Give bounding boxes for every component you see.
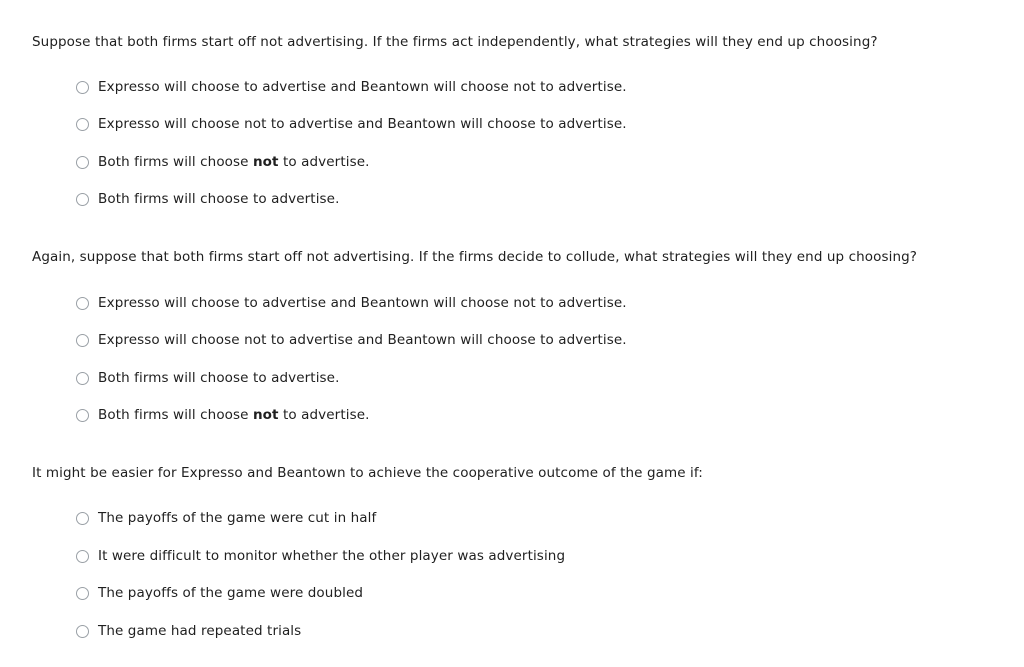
question-3-option-3[interactable] <box>76 583 363 603</box>
radio-button-icon[interactable] <box>76 587 89 600</box>
question-1-option-2[interactable] <box>76 114 627 134</box>
radio-button-icon[interactable] <box>76 409 89 422</box>
option-label: Expresso will choose to advertise and Beantown will choose not to advertise. <box>98 295 627 311</box>
question-3-prompt: It might be easier for Expresso and Beantown to achieve the cooperative outcome of the game if: <box>32 465 703 481</box>
option-label: Both firms will choose to advertise. <box>98 370 340 386</box>
radio-button-icon[interactable] <box>76 81 89 94</box>
question-2-option-2[interactable] <box>76 330 627 350</box>
question-1-option-4[interactable] <box>76 189 339 209</box>
radio-button-icon[interactable] <box>76 334 89 347</box>
option-label: Both firms will choose not to advertise. <box>98 407 370 423</box>
radio-button-icon[interactable] <box>76 297 89 310</box>
radio-button-icon[interactable] <box>76 372 89 385</box>
question-3-option-2[interactable] <box>76 546 565 566</box>
option-label: It were difficult to monitor whether the other player was advertising <box>98 548 566 564</box>
question-2-option-3[interactable] <box>76 368 339 388</box>
question-1-option-3[interactable] <box>76 152 370 172</box>
radio-button-icon[interactable] <box>76 550 89 563</box>
question-1-option-1[interactable] <box>76 77 627 97</box>
question-2-prompt: Again, suppose that both firms start off not advertising. If the firms decide to collude, what strategies will they end up choosing? <box>32 249 918 265</box>
question-3-option-4[interactable] <box>76 621 301 641</box>
radio-button-icon[interactable] <box>76 118 89 131</box>
question-2-option-4[interactable] <box>76 405 370 425</box>
option-label: Expresso will choose not to advertise and Beantown will choose to advertise. <box>98 332 627 348</box>
option-label: The game had repeated trials <box>98 623 302 639</box>
option-label: Expresso will choose to advertise and Beantown will choose not to advertise. <box>98 79 627 95</box>
option-label: Both firms will choose to advertise. <box>98 191 340 207</box>
radio-button-icon[interactable] <box>76 625 89 638</box>
question-3-option-1[interactable] <box>76 508 376 528</box>
option-label: Both firms will choose not to advertise. <box>98 154 370 170</box>
radio-button-icon[interactable] <box>76 512 89 525</box>
question-1-prompt: Suppose that both firms start off not advertising. If the firms act independently, what strategies will they end up choosing? <box>32 34 878 50</box>
option-label: Expresso will choose not to advertise and Beantown will choose to advertise. <box>98 116 627 132</box>
radio-button-icon[interactable] <box>76 193 89 206</box>
option-label: The payoffs of the game were cut in half <box>98 510 377 526</box>
radio-button-icon[interactable] <box>76 156 89 169</box>
question-2-option-1[interactable] <box>76 293 627 313</box>
option-label: The payoffs of the game were doubled <box>98 585 364 601</box>
